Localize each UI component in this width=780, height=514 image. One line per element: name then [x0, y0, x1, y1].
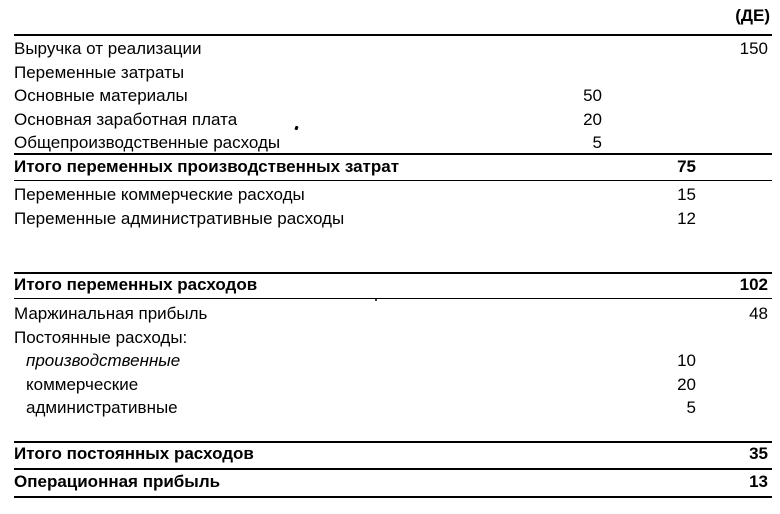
row-label: Основная заработная плата: [14, 109, 238, 129]
row-value-col3: 13: [749, 472, 768, 491]
table-section: [14, 442, 772, 466]
table-row: [14, 108, 772, 132]
row-label: Общепроизводственные расходы: [14, 133, 281, 152]
row-label: Переменные административные расходы: [14, 208, 345, 228]
row-value-col2: 12: [677, 208, 696, 228]
currency-unit-label: (ДЕ): [735, 6, 770, 25]
subtotal-row: [14, 155, 772, 179]
row-value-col1: 20: [583, 109, 602, 129]
row-label: Итого постоянных расходов: [14, 444, 254, 463]
total-row: [14, 470, 772, 494]
table-row: [14, 131, 772, 155]
table-row: [14, 207, 772, 231]
row-value-col2: 75: [677, 157, 696, 176]
section-rule: [14, 298, 772, 299]
row-value-col1: 5: [592, 133, 602, 152]
table-section: [14, 302, 772, 420]
row-value-col3: 102: [739, 275, 768, 294]
table-row: [14, 84, 772, 108]
table-bottom-rule: [14, 496, 772, 498]
table-section: [14, 155, 772, 179]
table-section: [14, 183, 772, 230]
row-value-col2: 10: [677, 351, 696, 370]
row-value-col3: 48: [749, 304, 768, 323]
income-statement-table: [14, 34, 772, 155]
scan-speck: [375, 299, 377, 301]
row-label: производственные: [26, 351, 181, 370]
row-label: Итого переменных расходов: [14, 275, 258, 294]
table-row: [14, 61, 772, 85]
row-label: Переменные коммерческие расходы: [14, 185, 305, 204]
row-label: Основные материалы: [14, 86, 188, 105]
row-value-col3: 35: [749, 444, 768, 463]
row-label: Итого переменных производственных затрат: [14, 157, 400, 176]
table-row: [14, 373, 772, 397]
row-value-col2: 15: [677, 185, 696, 204]
row-value-col1: 50: [583, 86, 602, 105]
table-row: [14, 396, 772, 420]
table-section: [14, 470, 772, 494]
table-row: [14, 302, 772, 326]
section-rule: [14, 180, 772, 181]
table-row: [14, 349, 772, 373]
row-label: Операционная прибыль: [14, 472, 221, 491]
row-label: Постоянные расходы:: [14, 327, 188, 347]
table-row: [14, 37, 772, 61]
table-row: [14, 326, 772, 350]
row-label: Переменные затраты: [14, 62, 185, 82]
table-row: [14, 183, 772, 207]
row-label: административные: [26, 398, 178, 417]
table-section: [14, 273, 772, 297]
row-value-col3: 150: [739, 39, 768, 58]
subtotal-row: [14, 442, 772, 466]
row-label: Маржинальная прибыль: [14, 304, 208, 323]
subtotal-row: [14, 273, 772, 297]
row-label: коммерческие: [26, 374, 139, 394]
row-value-col2: 5: [686, 398, 696, 417]
row-label: Выручка от реализации: [14, 39, 202, 58]
row-value-col2: 20: [677, 374, 696, 394]
